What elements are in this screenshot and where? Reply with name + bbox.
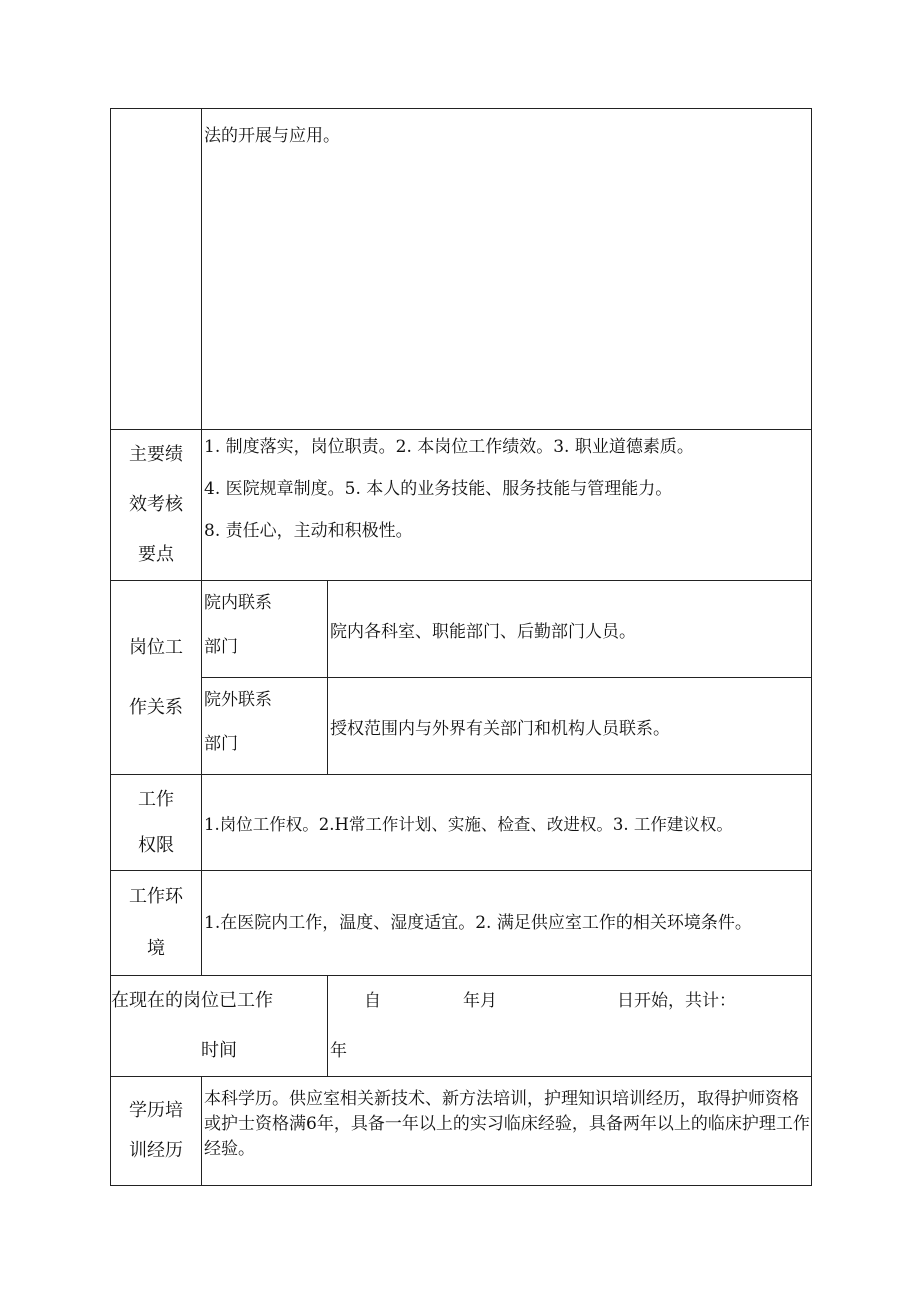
environment-value: 1.在医院内工作，温度、湿度适宜。2. 满足供应室工作的相关环境条件。 xyxy=(202,871,812,976)
row-relations-external xyxy=(111,678,812,775)
internal-contact-label: 院内联系 部门 xyxy=(202,581,328,678)
education-value: 本科学历。供应室相关新技术、新方法培训，护理知识培训经历，取得护师资格或护士资格满6年，具备一年以上的实习临床经验，具备两年以上的临床护理工作经验。 xyxy=(202,1077,812,1186)
row-tenure xyxy=(111,976,812,1077)
intro-text: 法的开展与应用。 xyxy=(202,109,812,430)
row-environment xyxy=(111,871,812,976)
row-authority xyxy=(111,775,812,871)
row-performance xyxy=(111,430,812,581)
environment-label: 工作环 境 xyxy=(111,871,202,976)
authority-value: 1.岗位工作权。2.H常工作计划、实施、检查、改进权。3. 工作建议权。 xyxy=(202,775,812,871)
performance-line: 8. 责任心，主动和积极性。 xyxy=(204,521,413,541)
tenure-day-start: 日开始，共计： xyxy=(617,991,736,1011)
tenure-label: 在现在的岗位已工作 时间 xyxy=(111,976,328,1077)
job-description-table xyxy=(110,108,812,1186)
tenure-value xyxy=(328,976,812,1077)
internal-contact-value: 院内各科室、职能部门、后勤部门人员。 xyxy=(328,581,812,678)
tenure-year-month: 年月 xyxy=(463,991,497,1011)
external-contact-label: 院外联系 部门 xyxy=(202,678,328,775)
education-label: 学历培 训经历 xyxy=(111,1077,202,1186)
row-education xyxy=(111,1077,812,1186)
authority-label: 工作 权限 xyxy=(111,775,202,871)
performance-label: 主要绩 效考核 要点 xyxy=(111,430,202,581)
tenure-year: 年 xyxy=(330,1041,347,1061)
tenure-from: 自 xyxy=(364,991,381,1011)
empty-label-cell xyxy=(111,109,202,430)
tenure-date-line xyxy=(328,976,811,1026)
performance-line: 1. 制度落实，岗位职责。2. 本岗位工作绩效。3. 职业道德素质。 xyxy=(204,437,694,457)
row-relations-internal xyxy=(111,581,812,678)
performance-points xyxy=(202,430,812,581)
external-contact-value: 授权范围内与外界有关部门和机构人员联系。 xyxy=(328,678,812,775)
row-intro-continuation xyxy=(111,109,812,430)
relations-label: 岗位工 作关系 xyxy=(111,581,202,775)
performance-line: 4. 医院规章制度。5. 本人的业务技能、服务技能与管理能力。 xyxy=(204,479,673,499)
